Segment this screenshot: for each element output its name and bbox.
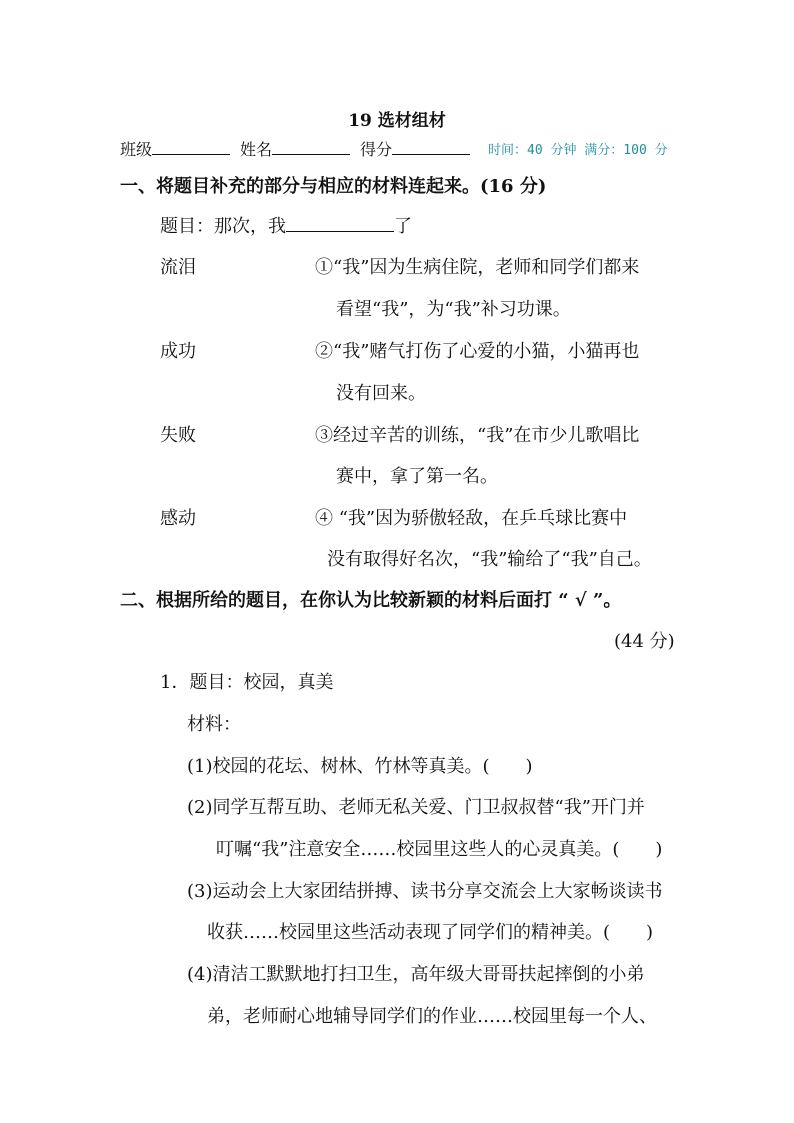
time-score-info: 时间：40 分钟 满分：100 分 [488,143,668,158]
section2-points: (44 分) [614,631,675,652]
match-left-2[interactable]: 成功 [160,341,196,362]
class-label: 班级 [120,140,153,159]
name-field [240,137,350,160]
match-right-4-line2: 没有取得好名次，“我”输给了“我”自己。 [327,549,652,570]
material-2-line1[interactable]: (2)同学互帮互助、老师无私关爱、门卫叔叔替“我”开门并 [187,797,645,818]
material-4-line1[interactable]: (4)清洁工默默地打扫卫生，高年级大哥哥扶起摔倒的小弟 [187,964,645,985]
section2-heading: 二、根据所给的题目，在你认为比较新颖的材料后面打 “ √ ”。 [120,590,622,611]
match-left-1[interactable]: 流泪 [160,257,196,278]
section1-topic [160,212,412,238]
topic-suffix: 了 [394,216,412,237]
match-right-1-line1[interactable]: ①“我”因为生病住院，老师和同学们都来 [315,257,640,278]
name-label: 姓名 [240,140,273,159]
section1-heading: 一、将题目补充的部分与相应的材料连起来。(16 分) [120,176,547,197]
question1-title: 1．题目：校园，真美 [160,672,334,693]
name-blank[interactable] [272,140,350,155]
score-field [360,137,470,160]
match-right-3-line1[interactable]: ③经过辛苦的训练，“我”在市少儿歌唱比 [315,425,640,446]
match-left-3[interactable]: 失败 [160,425,196,446]
match-left-4[interactable]: 感动 [160,508,196,529]
topic-blank[interactable] [286,215,394,232]
material-label: 材料： [187,714,241,735]
material-4-line2[interactable]: 弟，老师耐心地辅导同学们的作业……校园里每一个人、 [207,1006,657,1027]
class-blank[interactable] [152,140,230,155]
class-field [120,137,230,160]
material-3-line1[interactable]: (3)运动会上大家团结拼搏、读书分享交流会上大家畅谈读书 [187,881,663,902]
material-1[interactable]: (1)校园的花坛、树林、竹林等真美。( ) [187,756,533,777]
page-title: 19 选材组材 [348,111,446,131]
match-right-2-line2: 没有回来。 [336,383,426,404]
material-2-line2[interactable]: 叮嘱“我”注意安全……校园里这些人的心灵真美。( ) [216,839,663,860]
score-label: 得分 [360,140,393,159]
topic-prefix: 题目：那次，我 [160,216,286,237]
material-3-line2[interactable]: 收获……校园里这些活动表现了同学们的精神美。( ) [207,922,654,943]
score-blank[interactable] [392,140,470,155]
match-right-3-line2: 赛中，拿了第一名。 [336,466,498,487]
match-right-4-line1[interactable]: ④ “我”因为骄傲轻敌，在乒乓球比赛中 [315,508,628,529]
match-right-1-line2: 看望“我”，为“我”补习功课。 [336,299,571,320]
match-right-2-line1[interactable]: ②“我”赌气打伤了心爱的小猫，小猫再也 [315,341,640,362]
